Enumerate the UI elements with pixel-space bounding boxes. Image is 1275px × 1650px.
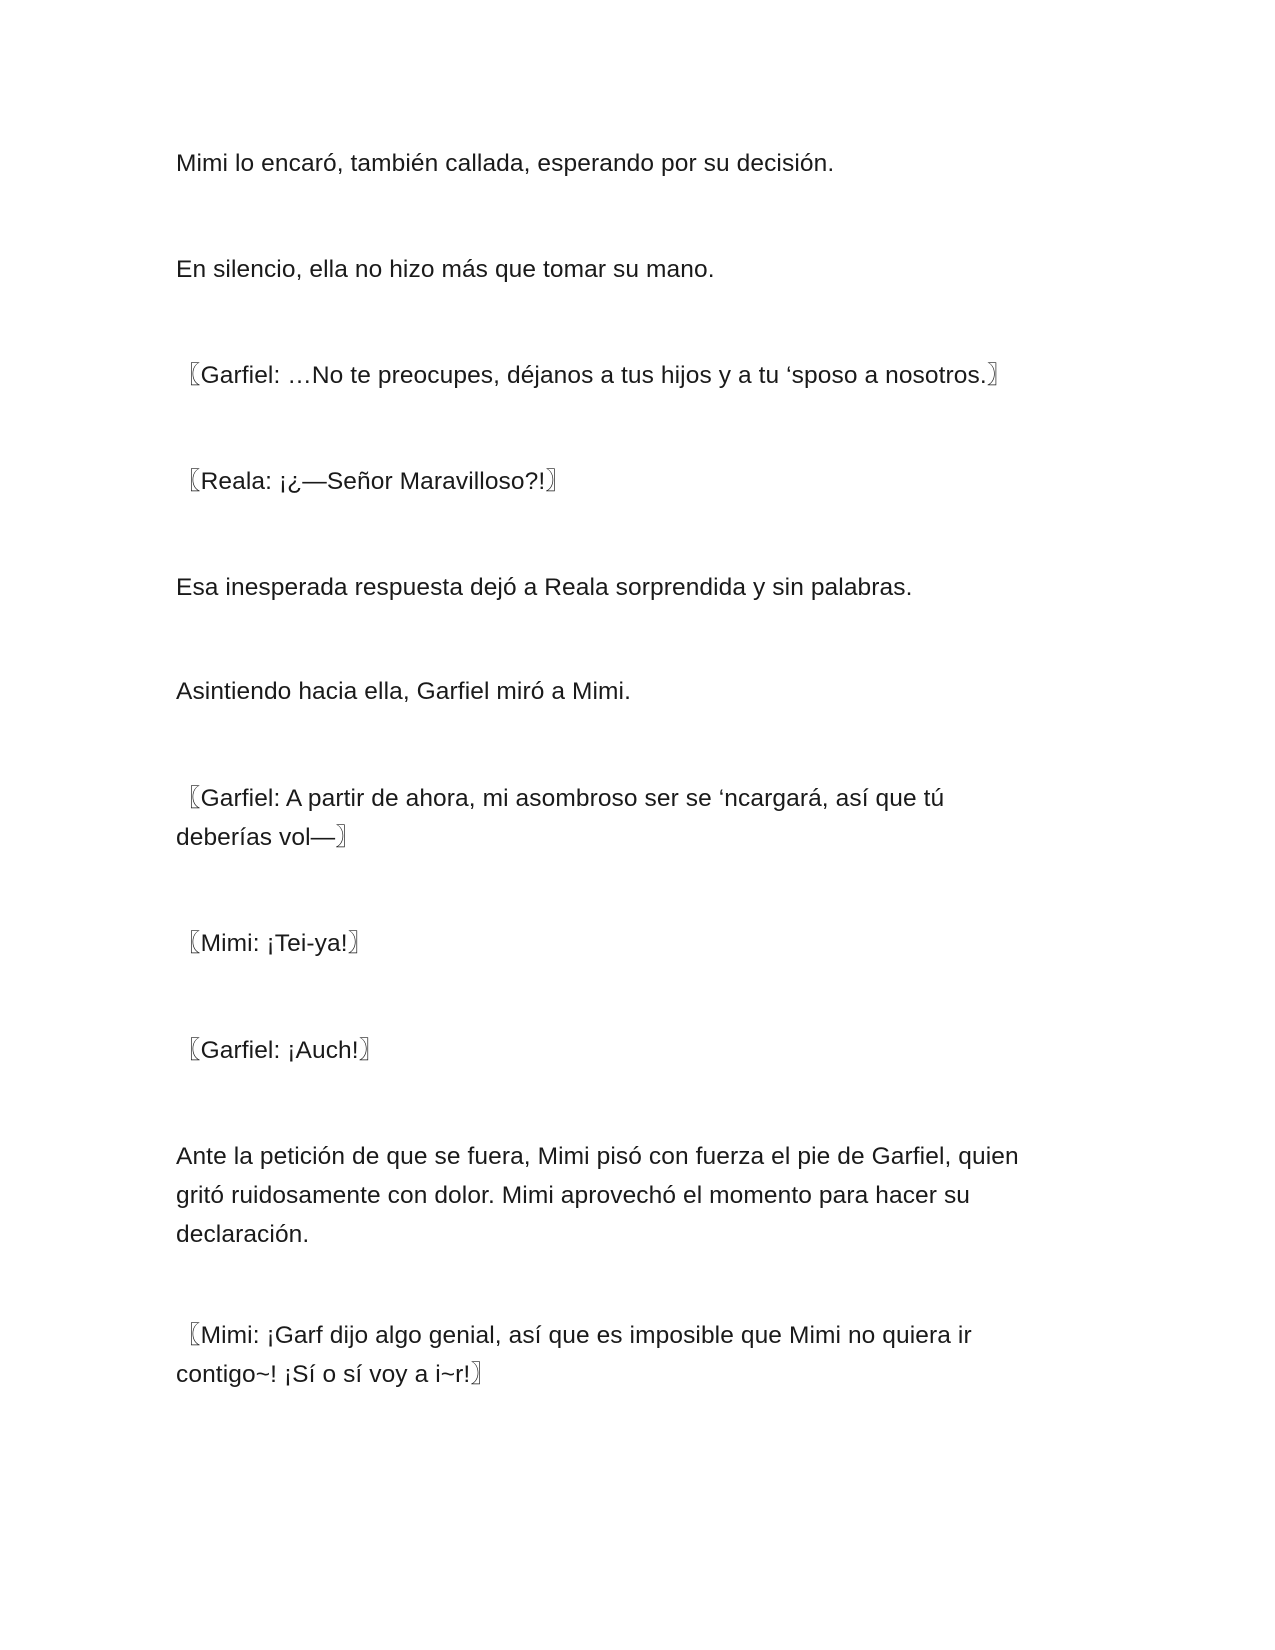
text-line: 〖Reala: ¡¿—Señor Maravilloso?!〗 (176, 468, 570, 495)
paragraph-dialogue (176, 779, 1096, 857)
paragraph-narration (176, 250, 1096, 289)
text-line: 〖Mimi: ¡Garf dijo algo genial, así que es imposible que Mimi no quiera ir (176, 1322, 972, 1349)
paragraph-narration (176, 1137, 1096, 1254)
paragraph-dialogue (176, 924, 1096, 963)
text-line: Esa inesperada respuesta dejó a Reala sorprendida y sin palabras. (176, 574, 913, 601)
text-line: deberías vol—〗 (176, 824, 360, 851)
text-line: En silencio, ella no hizo más que tomar su mano. (176, 256, 715, 283)
paragraph-dialogue (176, 356, 1096, 395)
text-line: Asintiendo hacia ella, Garfiel miró a Mimi. (176, 678, 632, 705)
text-line: 〖Mimi: ¡Tei-ya!〗 (176, 930, 373, 957)
text-line: Mimi lo encaró, también callada, esperando por su decisión. (176, 150, 835, 177)
text-line: declaración. (176, 1221, 310, 1248)
paragraph-narration (176, 672, 1096, 711)
text-line: Ante la petición de que se fuera, Mimi pisó con fuerza el pie de Garfiel, quien (176, 1143, 1019, 1170)
paragraph-narration (176, 144, 1096, 183)
paragraph-dialogue (176, 1316, 1096, 1394)
text-line: gritó ruidosamente con dolor. Mimi aprovechó el momento para hacer su (176, 1182, 971, 1209)
text-line: 〖Garfiel: ¡Auch!〗 (176, 1037, 384, 1064)
paragraph-narration (176, 568, 1096, 607)
text-line: 〖Garfiel: …No te preocupes, déjanos a tus hijos y a tu ‘sposo a nosotros.〗 (176, 362, 1012, 389)
text-line: 〖Garfiel: A partir de ahora, mi asombroso ser se ‘ncargará, así que tú (176, 785, 945, 812)
paragraph-dialogue (176, 462, 1096, 501)
paragraph-dialogue (176, 1031, 1096, 1070)
text-line: contigo~! ¡Sí o sí voy a i~r!〗 (176, 1361, 495, 1388)
